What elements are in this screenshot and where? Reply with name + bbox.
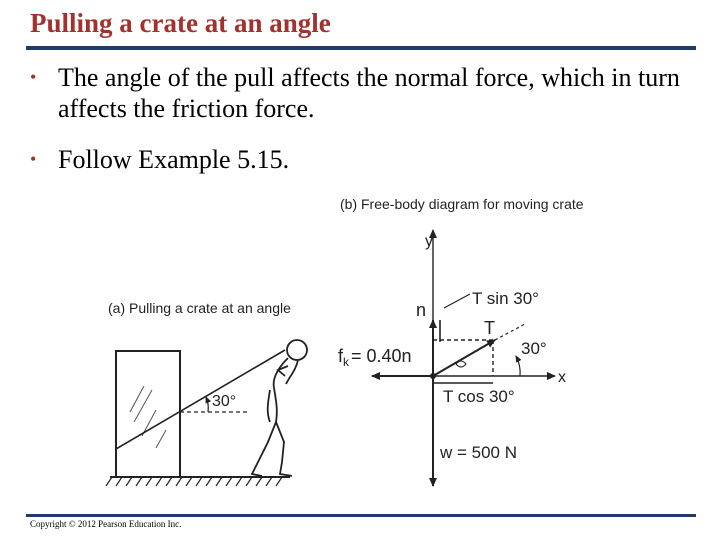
crate-point: [430, 373, 436, 379]
figure-a-caption: (a) Pulling a crate at an angle: [108, 300, 291, 316]
bullet-icon: •: [30, 67, 37, 87]
bullet-item: [30, 144, 710, 175]
bullet-item: [30, 62, 710, 124]
angle-arc-b: [516, 356, 520, 376]
y-axis-label: y: [425, 233, 433, 250]
angle-label-b: 30°: [521, 339, 547, 358]
tension-label: T: [484, 318, 495, 338]
figure-b-caption: (b) Free-body diagram for moving crate: [340, 196, 584, 212]
origin-marker: [456, 361, 466, 367]
weight-label: w = 500 N: [440, 443, 518, 462]
footer-divider: [26, 514, 696, 517]
title-divider: [26, 46, 696, 50]
x-axis-label: x: [558, 369, 566, 386]
person-figure: [252, 340, 307, 476]
crate: [116, 351, 180, 477]
t-cos-label: T cos 30°: [443, 387, 515, 406]
copyright-text: Copyright © 2012 Pearson Education Inc.: [30, 519, 182, 529]
bullet-list: [30, 62, 710, 195]
angle-arc-a: [206, 397, 208, 412]
bullet-text: The angle of the pull affects the normal force, which in turn affects the friction force.: [58, 63, 680, 123]
tension-extension: [495, 324, 525, 340]
t-sin-leader: [444, 294, 470, 308]
normal-force-label: n: [416, 300, 427, 320]
angle-label-a: 30°: [212, 393, 237, 410]
bullet-icon: •: [30, 149, 37, 169]
physics-figure: [100, 190, 620, 495]
t-sin-label: T sin 30°: [472, 289, 539, 308]
tension-vector: [433, 340, 495, 376]
ground-hatching: [106, 477, 282, 486]
slide-title: Pulling a crate at an angle: [30, 8, 331, 38]
friction-label: $f_k = 0.40n$: [338, 346, 412, 369]
bullet-text: Follow Example 5.15.: [58, 145, 290, 174]
